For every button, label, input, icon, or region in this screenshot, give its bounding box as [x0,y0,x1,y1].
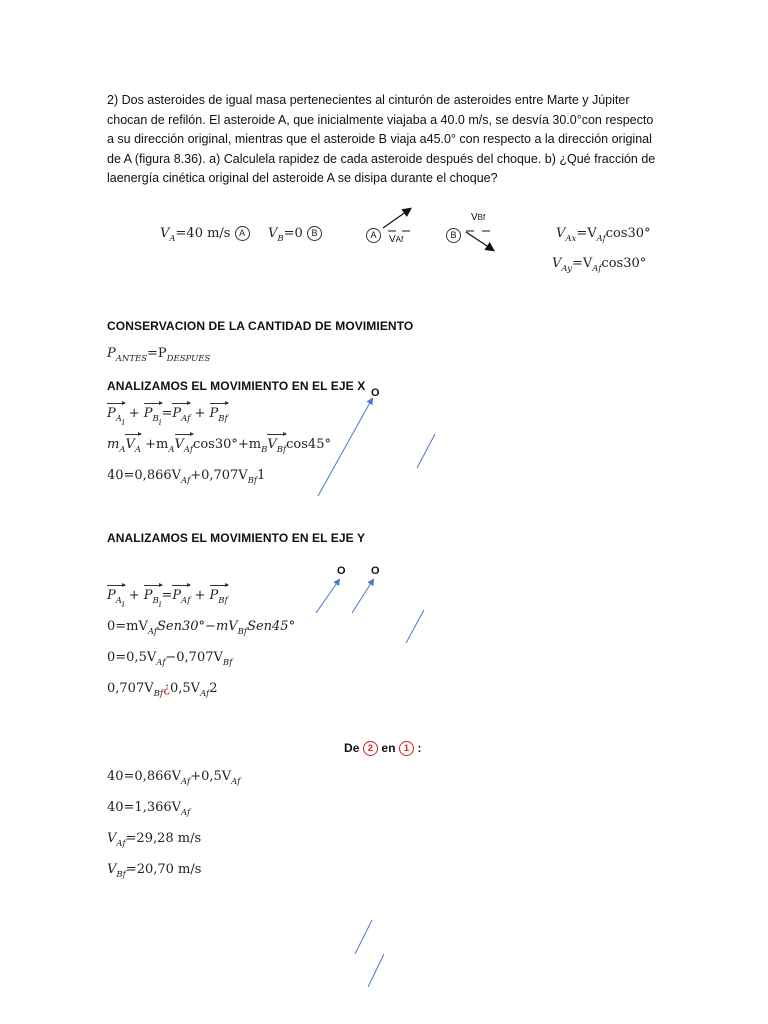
given-va: $V_A=40$ m/s A [160,226,250,244]
problem-line-1: 2) Dos asteroides de igual masa pertenecientes al cinturón de asteroides entre Marte y Júpiter [107,93,630,107]
eq-r3-vaf: $V_{Af}=29,28$ m/s [107,831,202,849]
blue-arrow-2 [316,580,339,613]
mark-o-1: O [371,387,380,399]
eq-r4-vbf: $V_{Bf}=20,70$ m/s [107,862,202,880]
heading-eje-y: ANALIZAMOS EL MOVIMIENTO EN EL EJE Y [107,531,366,545]
eq-y3: $0=0,5V_{Af}-0,707V_{Bf}$ [107,650,233,668]
circle-1: 1 [399,741,414,756]
given-vb: $V_B=0$ B [268,226,322,244]
problem-line-2: chocan de refilón. El asteroide A, que inicialmente viajaba a 40.0 m/s, se desvía 30.0°con respecto [107,112,654,127]
substitution-heading: De 2 en 1 : [344,741,422,755]
eq-vax: $V_{Ax}=V_{Af}\cos 30^\circ$ [556,226,651,244]
eq-x1-momentum-vectors: $P_{A_i} + P_{B_i}=P_{Af} + P_{Bf}$ [107,406,228,428]
blue-stroke-4 [368,954,384,987]
eq-y2-components: $0=mV_{Af}Sen30^\circ-mV_{Bf}Sen45^\circ$ [107,619,296,637]
problem-line-3: a su dirección original, mientras que el asteroide B viaja a45.0° con respecto a la dirección original [107,132,652,147]
diagram-b-label: B [446,226,461,244]
circle-2: 2 [363,741,378,756]
eq-vay: $V_{Ay}=V_{Af}\cos 30^\circ$ [552,256,647,274]
eq-r1: $40=0,866V_{Af}+0,5V_{Af}$ [107,769,241,787]
diagram-vbf-label: VBf [471,212,486,223]
eq-r2: $40=1,366V_{Af}$ [107,800,191,818]
circle-label-b: B [307,226,322,241]
heading-eje-x: ANALIZAMOS EL MOVIMIENTO EN EL EJE X [107,379,366,393]
diagram-a-label: A [366,226,381,244]
blue-arrow-1 [318,399,372,496]
eq-y1-momentum-vectors: $P_{A_i} + P_{B_i}=P_{Af} + P_{Bf}$ [107,588,228,610]
eq-y4-result-2: $0,707V_{Bf}¿0,5V_{Af}2$ [107,681,218,699]
vector-vbf-arrow [466,232,493,250]
blue-stroke-1 [417,434,435,468]
vector-vaf-arrow [383,209,410,228]
diagram-vaf-label: VAf [389,234,404,245]
circle-label-a: A [235,226,250,241]
problem-line-4: de A (figura 8.36). a) Calculela rapidez de cada asteroide después del choque. b) ¿Qué fracción de [107,151,656,166]
eq-x2-components: $m_AV_A +m_AV_{Af}\cos 30^\circ+m_BV_{Bf}\cos 45^\circ$ [107,437,331,455]
blue-stroke-3 [355,920,372,954]
problem-line-5: laenergía cinética original del asteroide A se disipa durante el choque? [107,171,498,186]
eq-x3-result-1: $40=0,866V_{Af}+0,707V_{Bf}1$ [107,468,266,486]
blue-arrow-3 [352,580,373,613]
blue-stroke-2 [406,610,424,643]
heading-conservacion: CONSERVACION DE LA CANTIDAD DE MOVIMIENTO [107,319,414,333]
eq-p-antes-despues: $P_{ANTES}=P_{DESPUES}$ [107,346,211,364]
mark-o-2: O [337,565,346,577]
mark-o-3: O [371,565,380,577]
